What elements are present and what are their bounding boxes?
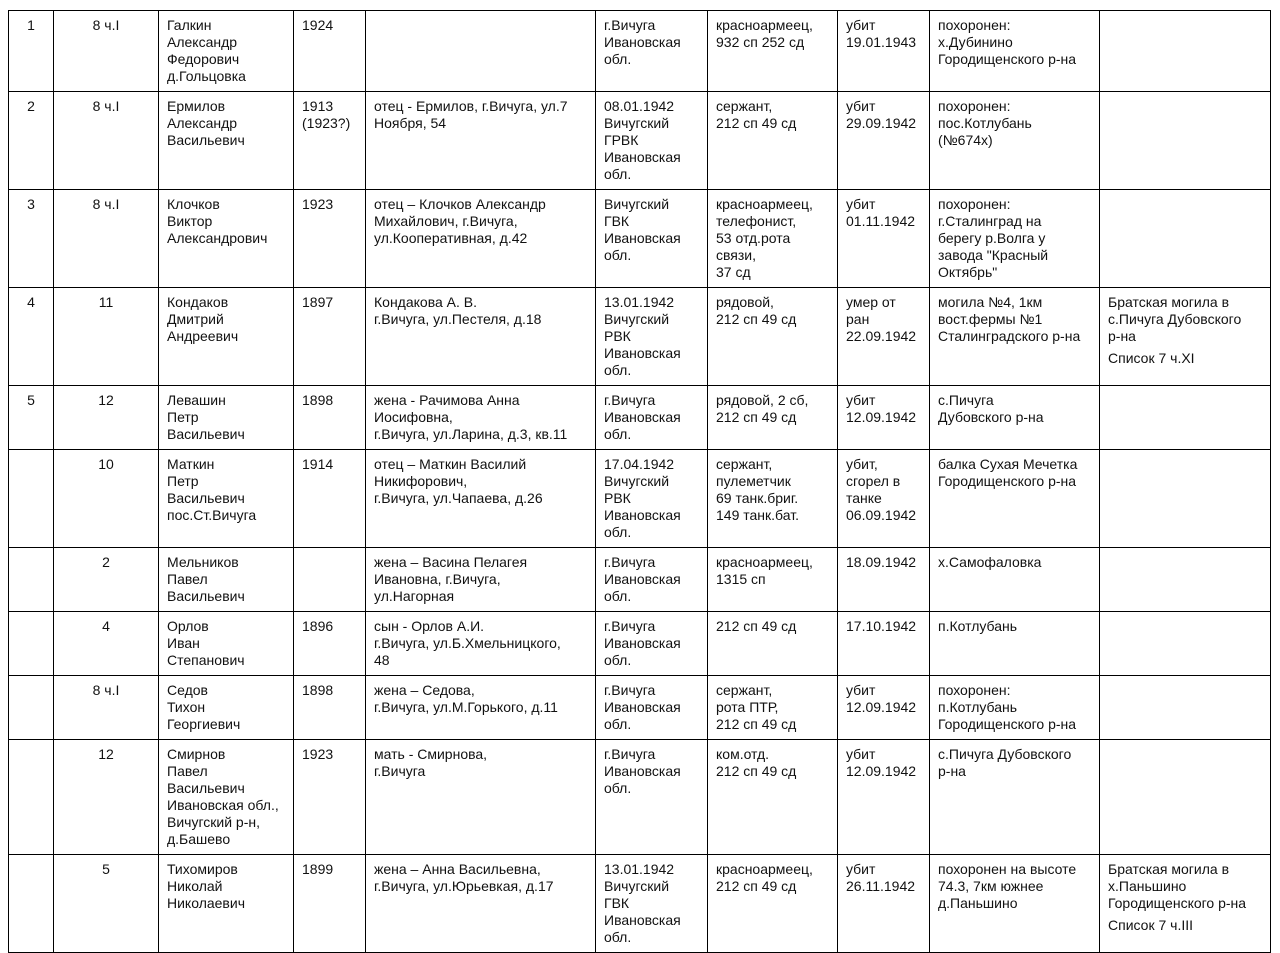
cell-number: 1 <box>9 11 54 92</box>
cell-rank-unit: сержант, 212 сп 49 сд <box>708 92 838 190</box>
cell-relative: жена - Рачимова Анна Иосифовна, г.Вичуга, ул.Ларина, д.3, кв.11 <box>366 386 596 450</box>
cell-list-part: 12 <box>54 740 159 855</box>
cell-rank-unit: сержант, пулеметчик 69 танк.бриг. 149 танк.бат. <box>708 450 838 548</box>
cell-name: Седов Тихон Георгиевич <box>159 676 294 740</box>
cell-number: 2 <box>9 92 54 190</box>
cell-fate: умер от ран 22.09.1942 <box>838 288 930 386</box>
cell-relative: жена – Васина Пелагея Ивановна, г.Вичуга, ул.Нагорная <box>366 548 596 612</box>
cell-birth-year: 1897 <box>294 288 366 386</box>
cell-birth-year: 1898 <box>294 386 366 450</box>
cell-drafted: 13.01.1942 Вичугский РВК Ивановская обл. <box>596 288 708 386</box>
cell-notes <box>1100 855 1271 953</box>
cell-relative <box>366 11 596 92</box>
cell-drafted: 08.01.1942 Вичугский ГРВК Ивановская обл. <box>596 92 708 190</box>
cell-notes <box>1100 386 1271 450</box>
cell-rank-unit: рядовой, 2 сб, 212 сп 49 сд <box>708 386 838 450</box>
cell-burial: похоронен: п.Котлубань Городищенского р-на <box>930 676 1100 740</box>
cell-notes <box>1100 190 1271 288</box>
cell-drafted: Вичугский ГВК Ивановская обл. <box>596 190 708 288</box>
cell-number <box>9 740 54 855</box>
cell-birth-year: 1924 <box>294 11 366 92</box>
cell-relative: жена – Анна Васильевна, г.Вичуга, ул.Юрьевкая, д.17 <box>366 855 596 953</box>
table-row <box>9 740 1271 855</box>
cell-list-part: 10 <box>54 450 159 548</box>
cell-drafted: 13.01.1942 Вичугский ГВК Ивановская обл. <box>596 855 708 953</box>
cell-name: Мельников Павел Васильевич <box>159 548 294 612</box>
cell-list-part: 8 ч.I <box>54 92 159 190</box>
table-row <box>9 548 1271 612</box>
cell-rank-unit: красноармеец, телефонист, 53 отд.рота связи, 37 сд <box>708 190 838 288</box>
cell-rank-unit: 212 сп 49 сд <box>708 612 838 676</box>
table-row <box>9 676 1271 740</box>
cell-drafted: г.Вичуга Ивановская обл. <box>596 386 708 450</box>
cell-list-part: 8 ч.I <box>54 11 159 92</box>
cell-notes <box>1100 740 1271 855</box>
cell-burial: могила №4, 1км вост.фермы №1 Сталинградского р-на <box>930 288 1100 386</box>
table-row <box>9 612 1271 676</box>
casualty-list-table <box>8 10 1271 953</box>
notes-list: Список 7 ч.III <box>1108 917 1193 933</box>
cell-fate: убит, сгорел в танке 06.09.1942 <box>838 450 930 548</box>
cell-fate: 18.09.1942 <box>838 548 930 612</box>
cell-fate: убит 19.01.1943 <box>838 11 930 92</box>
cell-relative: сын - Орлов А.И. г.Вичуга, ул.Б.Хмельницкого, 48 <box>366 612 596 676</box>
cell-birth-year: 1923 <box>294 740 366 855</box>
cell-number: 4 <box>9 288 54 386</box>
cell-notes <box>1100 612 1271 676</box>
cell-fate: убит 29.09.1942 <box>838 92 930 190</box>
cell-name: Ермилов Александр Васильевич <box>159 92 294 190</box>
cell-name: Маткин Петр Васильевич пос.Ст.Вичуга <box>159 450 294 548</box>
cell-notes <box>1100 92 1271 190</box>
cell-rank-unit: ком.отд. 212 сп 49 сд <box>708 740 838 855</box>
cell-birth-year: 1923 <box>294 190 366 288</box>
cell-list-part: 11 <box>54 288 159 386</box>
cell-notes <box>1100 288 1271 386</box>
cell-drafted: г.Вичуга Ивановская обл. <box>596 676 708 740</box>
cell-drafted: г.Вичуга Ивановская обл. <box>596 740 708 855</box>
cell-list-part: 4 <box>54 612 159 676</box>
cell-rank-unit: рядовой, 212 сп 49 сд <box>708 288 838 386</box>
cell-burial: х.Самофаловка <box>930 548 1100 612</box>
cell-birth-year: 1899 <box>294 855 366 953</box>
cell-notes <box>1100 450 1271 548</box>
cell-notes <box>1100 548 1271 612</box>
cell-burial: балка Сухая Мечетка Городищенского р-на <box>930 450 1100 548</box>
cell-burial: п.Котлубань <box>930 612 1100 676</box>
cell-name: Левашин Петр Васильевич <box>159 386 294 450</box>
cell-number <box>9 548 54 612</box>
table-row <box>9 386 1271 450</box>
cell-burial: с.Пичуга Дубовского р-на <box>930 386 1100 450</box>
table-row <box>9 855 1271 953</box>
cell-birth-year: 1913 (1923?) <box>294 92 366 190</box>
cell-drafted: г.Вичуга Ивановская обл. <box>596 11 708 92</box>
cell-notes <box>1100 676 1271 740</box>
cell-fate: убит 12.09.1942 <box>838 740 930 855</box>
cell-fate: 17.10.1942 <box>838 612 930 676</box>
cell-list-part: 8 ч.I <box>54 190 159 288</box>
cell-birth-year: 1914 <box>294 450 366 548</box>
cell-drafted: г.Вичуга Ивановская обл. <box>596 612 708 676</box>
table-row <box>9 190 1271 288</box>
table-row <box>9 92 1271 190</box>
cell-fate: убит 12.09.1942 <box>838 386 930 450</box>
table-row <box>9 288 1271 386</box>
cell-drafted: г.Вичуга Ивановская обл. <box>596 548 708 612</box>
cell-number <box>9 676 54 740</box>
table-row <box>9 450 1271 548</box>
cell-list-part: 2 <box>54 548 159 612</box>
cell-relative: отец - Ермилов, г.Вичуга, ул.7 Ноября, 54 <box>366 92 596 190</box>
cell-fate: убит 26.11.1942 <box>838 855 930 953</box>
cell-rank-unit: красноармеец, 1315 сп <box>708 548 838 612</box>
cell-relative: жена – Седова, г.Вичуга, ул.М.Горького, д.11 <box>366 676 596 740</box>
notes-list: Список 7 ч.XI <box>1108 350 1195 366</box>
cell-rank-unit: сержант, рота ПТР, 212 сп 49 сд <box>708 676 838 740</box>
cell-fate: убит 01.11.1942 <box>838 190 930 288</box>
cell-drafted: 17.04.1942 Вичугский РВК Ивановская обл. <box>596 450 708 548</box>
cell-name: Тихомиров Николай Николаевич <box>159 855 294 953</box>
table-body <box>9 11 1271 953</box>
cell-burial: похоронен: г.Сталинград на берегу р.Волга у завода "Красный Октябрь" <box>930 190 1100 288</box>
cell-burial: с.Пичуга Дубовского р-на <box>930 740 1100 855</box>
cell-list-part: 5 <box>54 855 159 953</box>
cell-notes <box>1100 11 1271 92</box>
cell-number: 3 <box>9 190 54 288</box>
cell-number: 5 <box>9 386 54 450</box>
cell-birth-year: 1898 <box>294 676 366 740</box>
cell-name: Галкин Александр Федорович д.Гольцовка <box>159 11 294 92</box>
cell-rank-unit: красноармеец, 932 сп 252 сд <box>708 11 838 92</box>
cell-number <box>9 450 54 548</box>
cell-name: Смирнов Павел Васильевич Ивановская обл., Вичугский р-н, д.Башево <box>159 740 294 855</box>
table-row <box>9 11 1271 92</box>
cell-relative: отец – Маткин Василий Никифорович, г.Вичуга, ул.Чапаева, д.26 <box>366 450 596 548</box>
cell-relative: мать - Смирнова, г.Вичуга <box>366 740 596 855</box>
cell-name: Клочков Виктор Александрович <box>159 190 294 288</box>
cell-burial: похоронен: пос.Котлубань (№674х) <box>930 92 1100 190</box>
cell-number <box>9 855 54 953</box>
cell-birth-year: 1896 <box>294 612 366 676</box>
cell-number <box>9 612 54 676</box>
cell-relative: Кондакова А. В. г.Вичуга, ул.Пестеля, д.18 <box>366 288 596 386</box>
cell-burial: похоронен на высоте 74.3, 7км южнее д.Паньшино <box>930 855 1100 953</box>
cell-list-part: 8 ч.I <box>54 676 159 740</box>
notes-grave: Братская могила в с.Пичуга Дубовского р-на <box>1108 294 1242 344</box>
cell-relative: отец – Клочков Александр Михайлович, г.Вичуга, ул.Кооперативная, д.42 <box>366 190 596 288</box>
cell-birth-year <box>294 548 366 612</box>
cell-name: Орлов Иван Степанович <box>159 612 294 676</box>
notes-grave: Братская могила в х.Паньшино Городищенского р-на <box>1108 861 1247 911</box>
cell-name: Кондаков Дмитрий Андреевич <box>159 288 294 386</box>
cell-rank-unit: красноармеец, 212 сп 49 сд <box>708 855 838 953</box>
cell-list-part: 12 <box>54 386 159 450</box>
cell-burial: похоронен: х.Дубинино Городищенского р-на <box>930 11 1100 92</box>
cell-fate: убит 12.09.1942 <box>838 676 930 740</box>
